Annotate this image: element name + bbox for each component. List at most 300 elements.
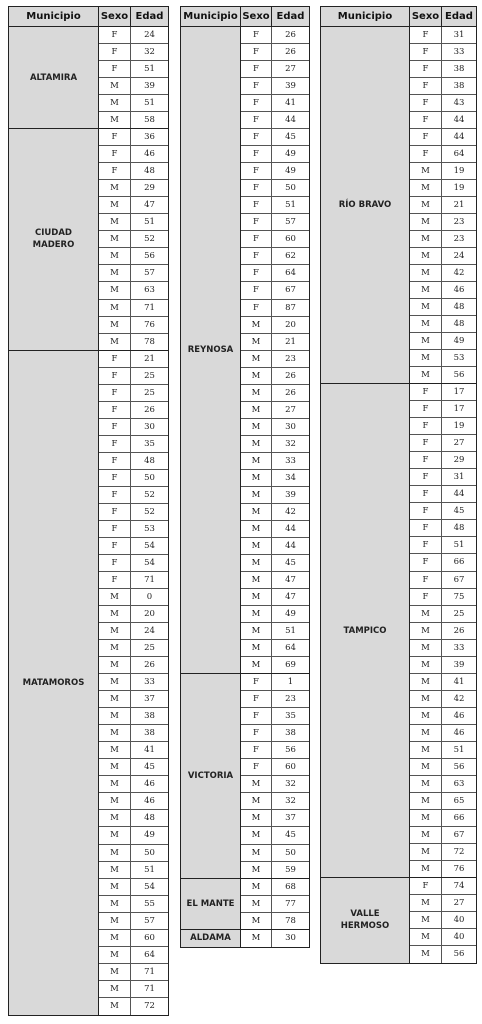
table-row — [410, 435, 476, 452]
sexo-cell — [410, 827, 442, 843]
edad-cell — [131, 180, 168, 196]
sexo-value: M — [421, 846, 430, 857]
table-header — [9, 7, 168, 27]
edad-value: 41 — [144, 745, 155, 756]
sexo-value: F — [422, 574, 429, 585]
sexo-value: M — [251, 915, 261, 926]
sexo-cell — [99, 265, 131, 281]
table-row — [99, 453, 168, 470]
edad-value: 50 — [285, 847, 296, 858]
sexo-cell — [241, 487, 272, 503]
edad-cell — [272, 351, 309, 367]
sexo-cell — [241, 95, 272, 111]
sexo-cell — [99, 981, 131, 997]
sexo-cell — [99, 419, 131, 435]
edad-cell — [442, 452, 476, 468]
sexo-cell — [99, 112, 131, 128]
table-row — [410, 946, 476, 963]
edad-value: 20 — [285, 319, 296, 330]
edad-value: 48 — [144, 455, 155, 466]
sexo-cell — [241, 555, 272, 571]
edad-cell — [442, 929, 476, 945]
sexo-cell — [241, 879, 272, 895]
sexo-value: F — [111, 47, 118, 58]
edad-value: 50 — [144, 847, 155, 858]
header-sexo: Sexo — [99, 7, 131, 26]
edad-cell — [272, 504, 309, 520]
edad-value: 52 — [144, 506, 155, 517]
table-row — [410, 793, 476, 810]
sexo-value: F — [253, 745, 259, 756]
table-row — [241, 930, 309, 947]
edad-value: 44 — [453, 489, 465, 500]
municipio-cell: MATAMOROS — [9, 351, 98, 1015]
edad-value: 25 — [144, 370, 155, 381]
sexo-cell — [241, 248, 272, 264]
sexo-value: M — [251, 489, 261, 500]
table-row — [410, 299, 476, 316]
sexo-cell — [241, 368, 272, 384]
table-row — [241, 180, 309, 197]
edad-value: 51 — [453, 540, 465, 551]
table-row — [410, 589, 476, 606]
table-row — [99, 419, 168, 436]
edad-value: 64 — [144, 949, 155, 960]
sexo-value: M — [110, 779, 119, 790]
edad-value: 51 — [144, 98, 155, 109]
sexo-value: M — [421, 778, 430, 789]
sexo-value: M — [251, 387, 261, 398]
sexo-value: M — [421, 829, 430, 840]
edad-value: 26 — [144, 404, 155, 415]
edad-value: 50 — [144, 472, 155, 483]
table-row — [241, 334, 309, 351]
sexo-cell — [241, 640, 272, 656]
table-row — [99, 44, 168, 61]
table-row — [410, 282, 476, 299]
table-row — [99, 862, 168, 879]
sexo-cell — [410, 452, 442, 468]
table-row — [410, 554, 476, 571]
sexo-value: F — [111, 166, 118, 177]
edad-cell — [442, 623, 476, 639]
sexo-value: M — [110, 609, 119, 620]
edad-cell — [131, 214, 168, 230]
edad-cell — [272, 606, 309, 622]
sexo-value: F — [422, 132, 429, 143]
municipio-cell: VICTORIA — [181, 674, 240, 878]
sexo-value: M — [251, 540, 261, 551]
edad-cell — [442, 827, 476, 843]
table-row — [99, 623, 168, 640]
sexo-cell — [241, 589, 272, 605]
sexo-value: F — [111, 575, 118, 586]
edad-value: 57 — [285, 217, 296, 228]
sexo-cell — [99, 725, 131, 741]
edad-value: 54 — [144, 557, 155, 568]
edad-cell — [272, 555, 309, 571]
table-row — [241, 708, 309, 725]
sexo-cell — [410, 742, 442, 758]
edad-value: 49 — [285, 149, 296, 160]
sexo-cell — [99, 998, 131, 1015]
sexo-cell — [410, 231, 442, 247]
sexo-value: F — [111, 506, 118, 517]
sexo-cell — [99, 691, 131, 707]
table-row — [241, 793, 309, 810]
edad-cell — [272, 810, 309, 826]
edad-value: 51 — [285, 200, 296, 211]
table-row — [241, 896, 309, 913]
edad-value: 35 — [144, 438, 155, 449]
sexo-cell — [99, 862, 131, 878]
edad-value: 26 — [285, 387, 296, 398]
sexo-cell — [410, 520, 442, 536]
edad-value: 23 — [453, 234, 465, 245]
sexo-value: M — [110, 183, 119, 194]
table-row — [99, 27, 168, 44]
sexo-cell — [410, 503, 442, 519]
edad-cell — [131, 44, 168, 60]
sexo-cell — [410, 95, 442, 111]
edad-value: 52 — [144, 489, 155, 500]
edad-value: 33 — [144, 677, 155, 688]
sexo-value: M — [251, 438, 261, 449]
edad-value: 19 — [453, 183, 465, 194]
table-row — [410, 844, 476, 861]
table-row — [410, 248, 476, 265]
edad-value: 49 — [453, 336, 465, 347]
municipio-cell: ALTAMIRA — [9, 27, 98, 129]
sexo-value: M — [251, 609, 261, 620]
edad-cell — [442, 350, 476, 366]
sexo-value: M — [251, 898, 261, 909]
municipio-column — [181, 27, 241, 947]
edad-cell — [131, 300, 168, 316]
sexo-value: M — [421, 251, 430, 262]
edad-value: 44 — [453, 115, 465, 126]
edad-cell — [272, 776, 309, 792]
table-row — [241, 129, 309, 146]
edad-cell — [272, 112, 309, 128]
sexo-value: F — [253, 166, 259, 177]
edad-value: 47 — [144, 200, 155, 211]
edad-cell — [272, 538, 309, 554]
edad-value: 40 — [453, 931, 465, 942]
edad-cell — [131, 793, 168, 809]
sexo-cell — [241, 759, 272, 775]
table-row — [99, 691, 168, 708]
edad-cell — [272, 402, 309, 418]
sexo-cell — [241, 351, 272, 367]
sexo-cell — [99, 793, 131, 809]
sexo-value: M — [110, 711, 119, 722]
sexo-value: F — [253, 711, 259, 722]
edad-value: 32 — [144, 47, 155, 58]
edad-cell — [272, 470, 309, 486]
table-row — [99, 759, 168, 776]
sexo-cell — [241, 538, 272, 554]
sexo-value: F — [111, 370, 118, 381]
table-row — [410, 384, 476, 401]
sexo-value: M — [251, 404, 261, 415]
edad-cell — [272, 334, 309, 350]
table-row — [99, 129, 168, 146]
sexo-value: M — [110, 115, 119, 126]
edad-value: 25 — [144, 387, 155, 398]
edad-value: 51 — [144, 217, 155, 228]
sexo-value: F — [111, 540, 118, 551]
data-rows — [410, 27, 476, 963]
sexo-cell — [99, 776, 131, 792]
edad-cell — [442, 282, 476, 298]
sexo-cell — [410, 486, 442, 502]
table-row — [241, 606, 309, 623]
sexo-value: M — [251, 506, 261, 517]
sexo-cell — [241, 402, 272, 418]
table-row — [99, 300, 168, 317]
sexo-cell — [99, 487, 131, 503]
sexo-value: M — [421, 914, 430, 925]
sexo-cell — [410, 708, 442, 724]
edad-value: 20 — [144, 609, 155, 620]
edad-value: 67 — [453, 829, 465, 840]
sexo-cell — [99, 640, 131, 656]
header-municipio: Municipio — [9, 7, 99, 26]
edad-cell — [131, 95, 168, 111]
table-row — [410, 78, 476, 95]
table-row — [241, 453, 309, 470]
sexo-cell — [99, 453, 131, 469]
edad-value: 68 — [285, 881, 296, 892]
table-row — [241, 197, 309, 214]
sexo-cell — [99, 317, 131, 333]
edad-cell — [131, 879, 168, 895]
sexo-cell — [410, 589, 442, 605]
edad-value: 30 — [144, 421, 155, 432]
sexo-cell — [99, 61, 131, 77]
edad-cell — [272, 691, 309, 707]
edad-cell — [272, 572, 309, 588]
edad-cell — [272, 827, 309, 843]
edad-value: 45 — [285, 830, 296, 841]
edad-cell — [131, 606, 168, 622]
edad-value: 78 — [144, 336, 155, 347]
edad-value: 17 — [453, 387, 465, 398]
edad-value: 45 — [285, 132, 296, 143]
edad-value: 27 — [285, 404, 296, 415]
edad-value: 39 — [285, 489, 296, 500]
table-row — [241, 555, 309, 572]
table-row — [410, 469, 476, 486]
edad-value: 71 — [144, 966, 155, 977]
edad-value: 38 — [144, 711, 155, 722]
sexo-cell — [99, 845, 131, 861]
sexo-cell — [410, 367, 442, 383]
edad-cell — [272, 793, 309, 809]
edad-cell — [442, 537, 476, 553]
table-row — [410, 503, 476, 520]
sexo-cell — [241, 725, 272, 741]
header-municipio: Municipio — [181, 7, 241, 26]
edad-cell — [131, 896, 168, 912]
sexo-value: M — [251, 864, 261, 875]
sexo-cell — [99, 44, 131, 60]
edad-value: 52 — [144, 234, 155, 245]
sexo-value: F — [422, 455, 429, 466]
sexo-cell — [241, 453, 272, 469]
sexo-cell — [241, 657, 272, 673]
table-row — [241, 845, 309, 862]
edad-value: 31 — [453, 472, 465, 483]
sexo-value: F — [111, 523, 118, 534]
edad-cell — [131, 998, 168, 1015]
sexo-cell — [241, 44, 272, 60]
sexo-cell — [410, 554, 442, 570]
sexo-value: F — [111, 30, 118, 41]
edad-value: 38 — [453, 81, 465, 92]
edad-value: 56 — [453, 370, 465, 381]
sexo-value: M — [421, 693, 430, 704]
sexo-value: M — [110, 949, 119, 960]
edad-value: 60 — [144, 932, 155, 943]
sexo-cell — [241, 827, 272, 843]
edad-cell — [442, 946, 476, 963]
edad-cell — [442, 61, 476, 77]
table-row — [410, 197, 476, 214]
table-row — [99, 504, 168, 521]
sexo-value: M — [110, 796, 119, 807]
edad-cell — [442, 435, 476, 451]
municipio-cell: ALDAMA — [181, 930, 240, 947]
sexo-value: M — [421, 625, 430, 636]
sexo-value: F — [111, 557, 118, 568]
sexo-value: M — [251, 779, 261, 790]
sexo-cell — [99, 913, 131, 929]
sexo-cell — [99, 606, 131, 622]
edad-value: 55 — [144, 898, 155, 909]
table-row — [241, 572, 309, 589]
edad-value: 64 — [285, 268, 296, 279]
edad-value: 40 — [453, 914, 465, 925]
table-row — [99, 180, 168, 197]
edad-cell — [131, 827, 168, 843]
sexo-cell — [241, 742, 272, 758]
sexo-cell — [410, 316, 442, 332]
table-row — [241, 827, 309, 844]
table-row — [99, 538, 168, 555]
table-row — [410, 61, 476, 78]
sexo-value: F — [253, 302, 259, 313]
table-row — [410, 674, 476, 691]
edad-value: 50 — [285, 183, 296, 194]
sexo-cell — [99, 282, 131, 298]
edad-value: 51 — [144, 64, 155, 75]
table-row — [410, 640, 476, 657]
sexo-value: F — [422, 404, 429, 415]
sexo-cell — [99, 436, 131, 452]
edad-value: 56 — [285, 745, 296, 756]
sexo-cell — [410, 810, 442, 826]
table-row — [99, 163, 168, 180]
sexo-value: F — [422, 557, 429, 568]
table-row — [410, 367, 476, 384]
sexo-value: M — [110, 966, 119, 977]
table-row — [241, 214, 309, 231]
sexo-cell — [410, 640, 442, 656]
edad-value: 25 — [144, 643, 155, 654]
table-row — [241, 640, 309, 657]
sexo-value: M — [251, 319, 261, 330]
sexo-value: M — [110, 898, 119, 909]
edad-value: 51 — [453, 744, 465, 755]
edad-cell — [131, 487, 168, 503]
table-row — [410, 95, 476, 112]
table-row — [99, 674, 168, 691]
sexo-cell — [99, 810, 131, 826]
edad-value: 32 — [285, 779, 296, 790]
municipio-cell: RÍO BRAVO — [321, 27, 409, 384]
edad-cell — [272, 180, 309, 196]
sexo-value: F — [253, 285, 259, 296]
sexo-cell — [99, 674, 131, 690]
table-row — [410, 316, 476, 333]
edad-cell — [272, 129, 309, 145]
edad-cell — [131, 521, 168, 537]
sexo-cell — [410, 197, 442, 213]
sexo-cell — [99, 708, 131, 724]
edad-value: 42 — [453, 268, 465, 279]
sexo-value: M — [110, 830, 119, 841]
sexo-value: F — [253, 149, 259, 160]
table-row — [410, 691, 476, 708]
sexo-value: M — [251, 933, 261, 944]
table-row — [410, 27, 476, 44]
sexo-cell — [99, 742, 131, 758]
edad-value: 21 — [144, 353, 155, 364]
table-row — [99, 282, 168, 299]
sexo-value: M — [421, 183, 430, 194]
edad-value: 66 — [453, 812, 465, 823]
sexo-cell — [410, 657, 442, 673]
edad-cell — [272, 231, 309, 247]
table-row — [99, 61, 168, 78]
table-row — [99, 776, 168, 793]
sexo-cell — [410, 469, 442, 485]
sexo-value: F — [253, 183, 259, 194]
edad-cell — [442, 759, 476, 775]
table-middle — [180, 6, 310, 948]
edad-cell — [272, 487, 309, 503]
edad-value: 24 — [144, 626, 155, 637]
edad-cell — [272, 742, 309, 758]
edad-cell — [131, 112, 168, 128]
table-header — [181, 7, 309, 27]
sexo-cell — [410, 384, 442, 400]
sexo-cell — [410, 674, 442, 690]
sexo-value: M — [421, 217, 430, 228]
table-row — [241, 742, 309, 759]
sexo-cell — [410, 248, 442, 264]
edad-cell — [442, 895, 476, 911]
sexo-cell — [99, 555, 131, 571]
table-row — [99, 385, 168, 402]
sexo-value: M — [421, 319, 430, 330]
municipio-column — [9, 27, 99, 1015]
sexo-value: F — [111, 132, 118, 143]
edad-cell — [442, 503, 476, 519]
sexo-value: M — [110, 1001, 119, 1012]
